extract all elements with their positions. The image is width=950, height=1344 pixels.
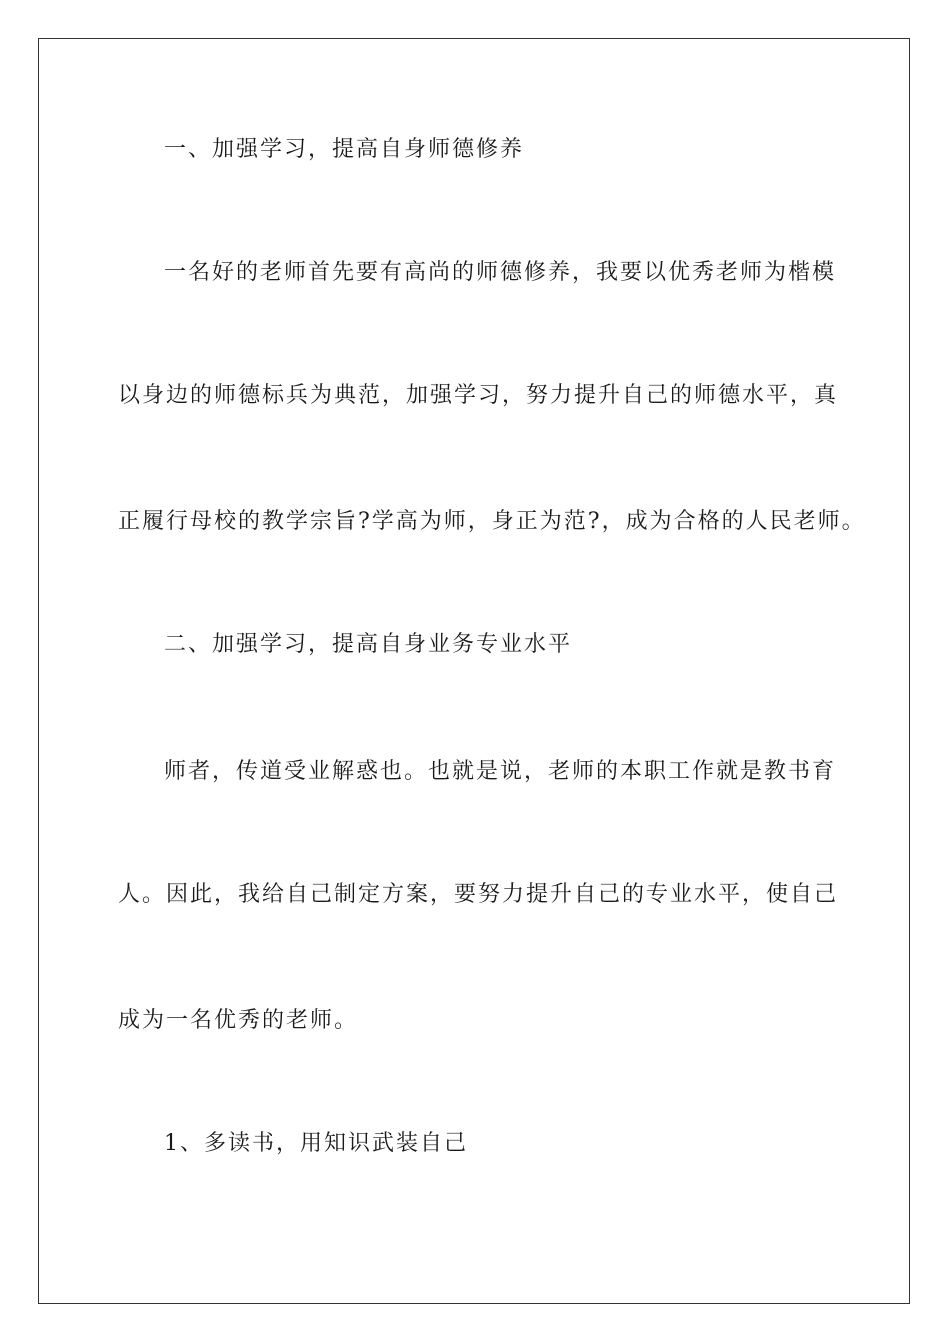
paragraph-line: 师者，传道受业解惑也。也就是说，老师的本职工作就是教书育 bbox=[164, 759, 837, 784]
paragraph-line: 以身边的师德标兵为典范，加强学习，努力提升自己的师德水平，真 bbox=[118, 383, 839, 408]
section-heading-2: 二、加强学习，提高自身业务专业水平 bbox=[164, 632, 573, 657]
paragraph-line: 人。因此，我给自己制定方案，要努力提升自己的专业水平，使自己 bbox=[118, 882, 839, 907]
paragraph-line: 成为一名优秀的老师。 bbox=[118, 1008, 359, 1033]
subsection-heading: 1、多读书，用知识武装自己 bbox=[164, 1131, 468, 1156]
paragraph-line: 一名好的老师首先要有高尚的师德修养，我要以优秀老师为楷模 bbox=[164, 260, 837, 285]
paragraph-line: 正履行母校的教学宗旨?学高为师，身正为范?，成为合格的人民老师。 bbox=[118, 509, 866, 534]
section-heading-1: 一、加强学习，提高自身师德修养 bbox=[164, 137, 525, 162]
page-frame bbox=[38, 38, 910, 1304]
